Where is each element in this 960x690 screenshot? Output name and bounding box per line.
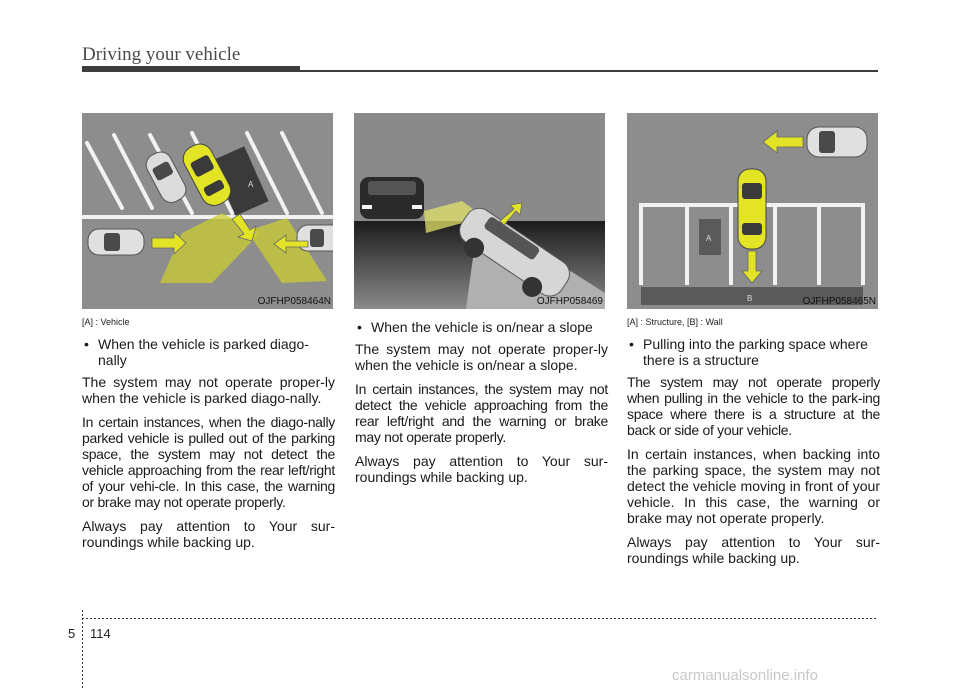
figure-caption: [A] : Vehicle — [82, 317, 130, 327]
paragraph: The system may not operate proper-ly when the vehicle is parked diago-nally. — [82, 374, 335, 406]
footer-rule — [82, 618, 878, 619]
bullet-icon: • — [84, 336, 89, 352]
paragraph: Always pay attention to Your sur-roundings while backing up. — [627, 534, 880, 566]
bullet-heading — [82, 336, 335, 368]
header-rule-line — [300, 70, 878, 72]
structure-illustration — [627, 113, 878, 309]
figure-code: OJFHP058469 — [536, 296, 603, 307]
slope-illustration — [354, 113, 605, 309]
figure-caption: [A] : Structure, [B] : Wall — [627, 317, 723, 327]
text-column-1 — [82, 316, 335, 558]
page-number: 114 — [90, 626, 111, 641]
paragraph: Always pay attention to Your sur-roundings while backing up. — [82, 518, 335, 550]
text-column-2 — [355, 319, 608, 493]
page-header-title: Driving your vehicle — [82, 44, 241, 65]
bullet-heading — [627, 336, 880, 368]
figure-diagonal-parking — [82, 113, 333, 309]
bullet-icon: • — [357, 319, 362, 335]
diagonal-parking-illustration — [82, 113, 333, 309]
figure-code: OJFHP058464N — [257, 296, 331, 307]
paragraph: In certain instances, when backing into the parking space, the system may not detect the vehicle moving in front of your vehicle. In this case, the warning or brake may not operate properly. — [627, 446, 880, 526]
structure-label-a: A — [706, 234, 712, 243]
paragraph: The system may not operate proper-ly when the vehicle is on/near a slope. — [355, 341, 608, 373]
paragraph: In certain instances, the system may not detect the vehicle approaching from the rear left/right and the warning or brake may not operate properly. — [355, 381, 608, 445]
header-rule — [82, 66, 300, 72]
chapter-number: 5 — [68, 626, 76, 641]
structure-label-a: A — [248, 180, 254, 189]
wall-label-b: B — [747, 294, 753, 303]
figure-slope — [354, 113, 605, 309]
bullet-icon: • — [629, 336, 634, 352]
footer-divider — [82, 610, 83, 690]
bullet-text: Pulling into the parking space where there is a structure — [643, 336, 868, 368]
bullet-text: When the vehicle is parked diago-nally — [98, 336, 309, 368]
figure-code: OJFHP058465N — [802, 296, 876, 307]
paragraph: In certain instances, when the diago-nally parked vehicle is pulled out of the parking space, the system may not detect the vehicle approaching from the rear left/right of your vehi-cle. In this case, the warning or brake may not operate properly. — [82, 414, 335, 510]
text-column-3 — [627, 316, 880, 574]
paragraph: Always pay attention to Your sur-roundings while backing up. — [355, 453, 608, 485]
bullet-heading — [355, 319, 608, 335]
bullet-text: When the vehicle is on/near a slope — [371, 319, 593, 335]
paragraph: The system may not operate properly when pulling in the vehicle to the park-ing space where there is a structure at the back or side of your vehicle. — [627, 374, 880, 438]
watermark: carmanualsonline.info — [672, 667, 818, 684]
figure-structure — [627, 113, 878, 309]
